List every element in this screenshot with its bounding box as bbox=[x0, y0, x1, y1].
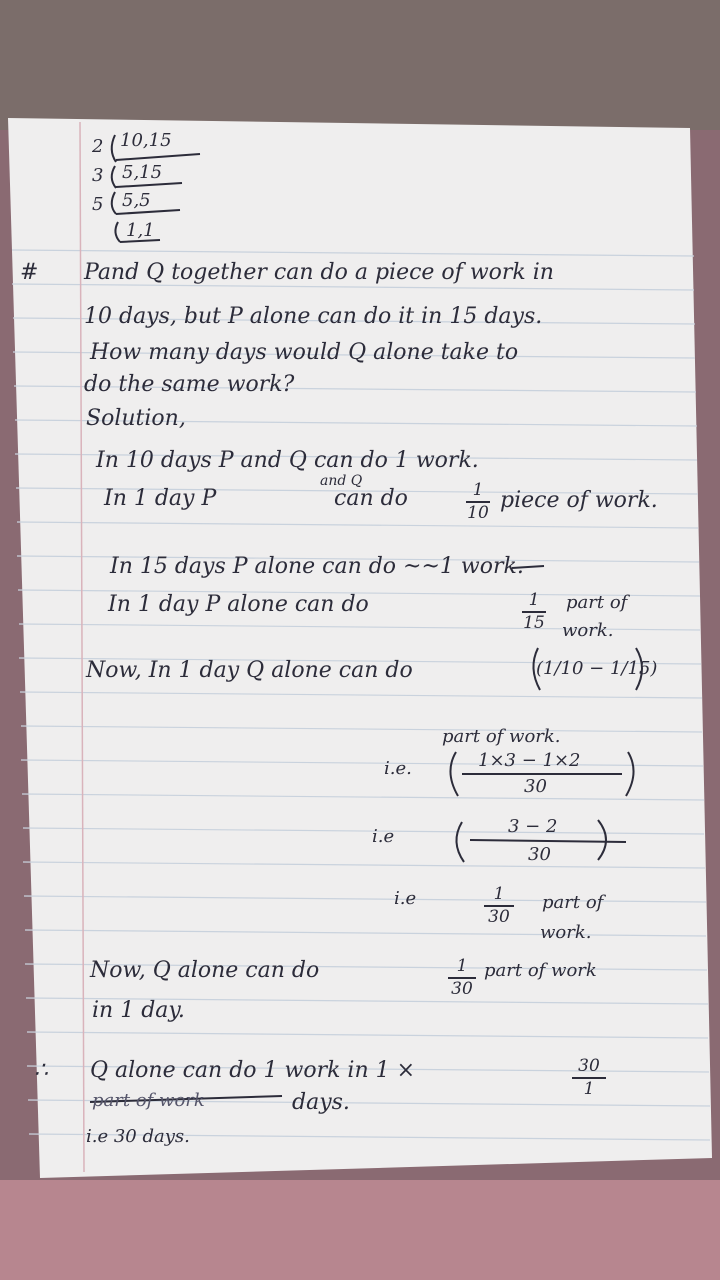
ie-1-denominator: 30 bbox=[524, 776, 547, 797]
fraction-numerator: 30 bbox=[578, 1056, 600, 1076]
now-2-fraction bbox=[448, 958, 476, 998]
fraction-numerator: 1 bbox=[472, 480, 484, 500]
now-2-a: Now, Q alone can do bbox=[90, 958, 320, 983]
solution-line-4b: part of bbox=[566, 592, 628, 613]
division-numbers-2: 5,15 bbox=[122, 162, 163, 183]
division-numbers-3: 5,5 bbox=[122, 190, 151, 211]
ie-3-label: i.e bbox=[394, 888, 417, 909]
solution-line-2-fraction bbox=[466, 482, 490, 522]
conclusion-days: days. bbox=[292, 1090, 350, 1115]
question-marker: # bbox=[20, 260, 39, 285]
fraction-numerator: 1 bbox=[456, 956, 468, 976]
question-line-4: do the same work? bbox=[84, 372, 295, 397]
fraction-numerator: 1 bbox=[493, 884, 505, 904]
fraction-denominator: 30 bbox=[451, 979, 473, 999]
division-numbers-1: 10,15 bbox=[120, 130, 172, 151]
final-answer: i.e 30 days. bbox=[86, 1126, 190, 1147]
solution-line-4-fraction bbox=[522, 592, 546, 632]
fraction-numerator: 1 bbox=[528, 590, 540, 610]
question-line-3: How many days would Q alone take to bbox=[90, 340, 519, 365]
solution-line-2a: In 1 day P bbox=[104, 486, 217, 511]
solution-line-4a: In 1 day P alone can do bbox=[108, 592, 369, 617]
fraction-denominator: 1 bbox=[583, 1079, 595, 1099]
division-divisor-3: 5 bbox=[92, 194, 104, 215]
ie-2-numerator: 3 − 2 bbox=[508, 816, 558, 837]
solution-line-2-and: and Q bbox=[320, 473, 363, 489]
solution-line-5-expression: (1/10 − 1/15) bbox=[536, 658, 658, 679]
ie-3-fraction bbox=[484, 886, 514, 926]
now-2-b: part of work bbox=[484, 960, 597, 981]
ie-3-text: part of bbox=[542, 892, 604, 913]
division-divisor-1: 2 bbox=[92, 136, 104, 157]
fraction-denominator: 30 bbox=[488, 907, 510, 927]
fraction-denominator: 15 bbox=[523, 613, 545, 633]
solution-heading: Solution, bbox=[86, 406, 186, 431]
solution-line-1: In 10 days P and Q can do 1 work. bbox=[96, 448, 479, 473]
solution-line-5a: Now, In 1 day Q alone can do bbox=[86, 658, 413, 683]
solution-line-3: In 15 days P alone can do ~~1 work. bbox=[110, 554, 524, 579]
question-line-1: Pand Q together can do a piece of work in bbox=[84, 260, 554, 285]
ie-3-text-2: work. bbox=[540, 922, 592, 943]
solution-line-2c: piece of work. bbox=[500, 488, 658, 513]
ie-2-label: i.e bbox=[372, 826, 395, 847]
ie-1-numerator: 1×3 − 1×2 bbox=[478, 750, 581, 771]
conclusion-strikeout: part of work bbox=[92, 1090, 205, 1111]
fraction-denominator: 10 bbox=[467, 503, 489, 523]
solution-line-2b: can do bbox=[334, 486, 408, 511]
conclusion-fraction bbox=[572, 1058, 606, 1098]
solution-line-6: part of work. bbox=[442, 726, 561, 747]
division-numbers-4: 1,1 bbox=[126, 220, 155, 241]
question-line-2: 10 days, but P alone can do it in 15 days. bbox=[84, 304, 543, 329]
division-divisor-2: 3 bbox=[92, 165, 104, 186]
now-2-c: in 1 day. bbox=[92, 998, 185, 1023]
ie-1-label: i.e. bbox=[384, 758, 412, 779]
therefore-symbol: ∴ bbox=[34, 1058, 48, 1083]
solution-line-4c: work. bbox=[562, 620, 614, 641]
ie-2-denominator: 30 bbox=[528, 844, 551, 865]
conclusion-a: Q alone can do 1 work in 1 × bbox=[90, 1058, 416, 1083]
